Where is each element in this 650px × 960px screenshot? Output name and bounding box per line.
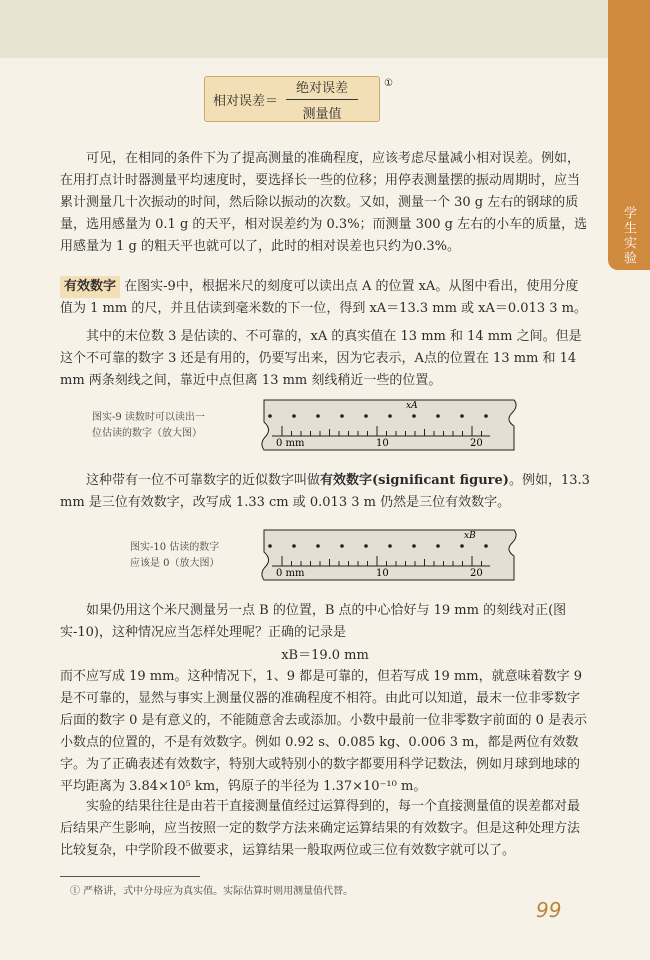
figure-10-dot: [436, 544, 440, 548]
definition-term: 有效数字(significant figure): [320, 473, 509, 488]
figure-10-marker-label: xB: [464, 531, 476, 541]
figure-10-dot: [388, 544, 392, 548]
figure-9-dot: [412, 414, 416, 418]
figure-9-tick-label-0: 0 mm: [276, 438, 305, 449]
equation-xb: xB＝19.0 mm: [281, 648, 369, 663]
formula-denominator: 测量值: [302, 106, 342, 122]
figure-10-dot: [292, 544, 296, 548]
figure-10-dot: [412, 544, 416, 548]
figure-9-dot: [316, 414, 320, 418]
paragraph-significant-figure-definition: [60, 470, 590, 514]
section-side-tab: [608, 0, 650, 270]
figure-10-tick-label-0: 0 mm: [276, 568, 305, 579]
figure-10-dot: [484, 544, 488, 548]
footnote: ① 严格讲，式中分母应为真实值。实际估算时则用测量值代替。: [70, 886, 354, 897]
figure-10-caption-line1: 图实-10 估读的数字: [130, 542, 220, 553]
paragraph-trailing-zeros: 而不应写成 19 mm。这种情况下，1、9 都是可靠的，但若写成 19 mm，就意味着数字 9 是不可靠的，显然与事实上测量仪器的准确程度不相符。由此可以知道，最末一位非零数字后面的数字 0 是有意义的，不能随意舍去或添加。小数中最前一位非零数字前面的 0 是表示小数点的位置的，不是有效数字。例如 0.92 s、0.085 kg、0.006 3 m，都是两位有效数字。为了正确表述有效数字，特别大或特别小的数字都要用科学记数法，例如月球到地球的平均距离为 3.84×10⁵ km，钨原子的半径为 1.37×10⁻¹⁰ m。: [60, 669, 588, 794]
paragraph-relative-error: 可见，在相同的条件下为了提高测量的准确程度，应该考虑尽量减小相对误差。例如，在用打点计时器测量平均速度时，要选择长一些的位移；用停表测量摆的振动周期时，应当累计测量几十次振动的时间，然后除以振动的次数。又如，测量一个 30 g 左右的钢球的质量，选用感量为 0.1 g 的天平，相对误差约为 0.3%；而测量 300 g 左右的小车的质量，选用感量为 1 g 的粗天平也就可以了，此时的相对误差也只约为0.3%。: [60, 151, 588, 254]
figure-9-ruler: [256, 396, 522, 454]
definition-text-after: 。例如，13.3 mm 是三位有效数字，改写成 1.33 cm 或 0.013 3 m 仍然是三位有效数字。: [60, 473, 590, 510]
figure-10-ruler: [256, 526, 522, 584]
paragraph-point-b: 如果仍用这个米尺测量另一点 B 的位置，B 点的中心恰好与 19 mm 的刻线对正(图实-10)，这种情况应当怎样处理呢？正确的记录是: [60, 603, 567, 640]
figure-10-tick-label-10: 10: [376, 568, 389, 579]
paragraph-computed-results: 实验的结果往往是由若干直接测量值经过运算得到的，每一个直接测量值的误差都对最后结果产生影响，应当按照一定的数学方法来确定运算结果的有效数字。但是这种处理方法比较复杂，中学阶段不做要求，运算结果一般取两位或三位有效数字就可以了。: [60, 799, 581, 858]
figure-9-dot: [484, 414, 488, 418]
figure-9-tick-label-20: 20: [470, 438, 483, 449]
figure-9-dot: [388, 414, 392, 418]
keyword-significant-figures: 有效数字: [60, 276, 120, 298]
page-number: 99: [536, 898, 562, 922]
paragraph-significant-figures-intro: [60, 276, 590, 320]
figure-10-dot: [316, 544, 320, 548]
figure-10-caption-line2: 应该是 0（放大图）: [130, 558, 220, 569]
formula-lhs: 相对误差＝: [213, 93, 279, 109]
footnote-marker: ①: [384, 78, 393, 89]
figure-10-dot: [340, 544, 344, 548]
figure-9-caption-line2: 位估读的数字（放大图）: [92, 428, 202, 439]
figure-9-dot: [364, 414, 368, 418]
figure-9-dot: [460, 414, 464, 418]
figure-9-caption: [92, 410, 205, 442]
figure-9-caption-line1: 图实-9 读数时可以读出一: [92, 412, 205, 423]
figure-9-dot: [340, 414, 344, 418]
relative-error-formula: [204, 76, 380, 122]
footnote-divider: [60, 876, 200, 877]
figure-9-dot: [292, 414, 296, 418]
figure-10-dot: [364, 544, 368, 548]
side-tab-label: 学生实验: [621, 206, 636, 266]
paragraph-uncertain-digit: 其中的末位数 3 是估读的、不可靠的，xA 的真实值在 13 mm 和 14 mm 之间。但是这个不可靠的数字 3 还是有用的，仍要写出来，因为它表示，A点的位置在 13 mm 和 14 mm 两条刻线之间，靠近中点但离 13 mm 刻线稍近一些的位置。: [60, 329, 582, 388]
definition-text-before: 这种带有一位不可靠数字的近似数字叫做: [86, 473, 321, 488]
figure-9-marker-label: xA: [406, 401, 418, 411]
figure-10-tick-label-20: 20: [470, 568, 483, 579]
paragraph-significant-figures-text: 在图实-9中，根据米尺的刻度可以读出点 A 的位置 xA。从图中看出，使用分度值为 1 mm 的尺，并且估读到毫米数的下一位，得到 xA＝13.3 mm 或 xA＝0.013 3 m。: [60, 279, 587, 316]
figure-9-dot: [268, 414, 272, 418]
figure-10-dot: [460, 544, 464, 548]
figure-10-caption: [130, 540, 220, 572]
formula-numerator: 绝对误差: [286, 77, 358, 100]
figure-10-dot: [268, 544, 272, 548]
figure-9-tick-label-10: 10: [376, 438, 389, 449]
formula-fraction: [286, 77, 358, 122]
header-band: [0, 0, 650, 58]
figure-9-dot: [436, 414, 440, 418]
